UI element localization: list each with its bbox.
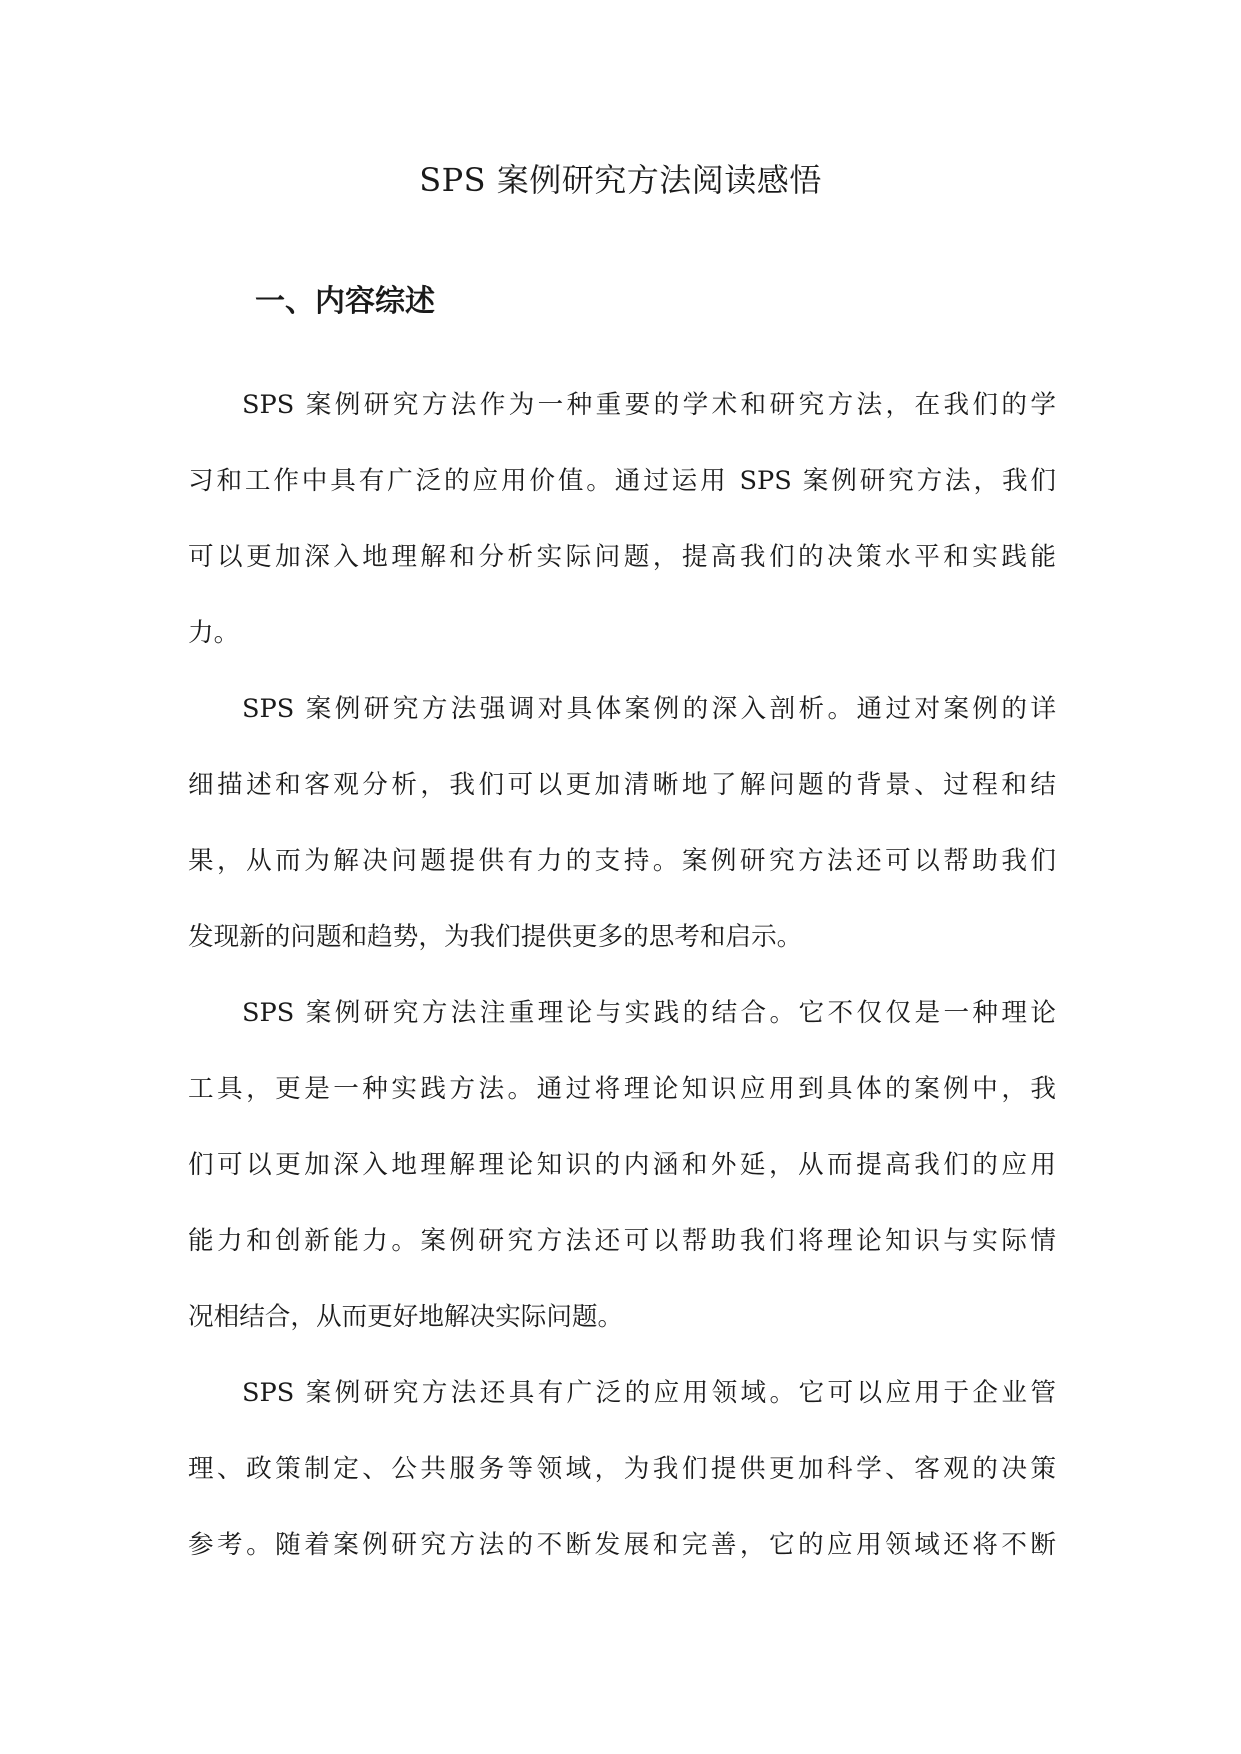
paragraph-line: 果，从而为解决问题提供有力的支持。案例研究方法还可以帮助我们 (188, 846, 1056, 876)
paragraph-line: 细描述和客观分析，我们可以更加清晰地了解问题的背景、过程和结 (188, 770, 1056, 800)
paragraph-line: SPS 案例研究方法强调对具体案例的深入剖析。通过对案例的详 (242, 694, 1056, 724)
paragraph-line: 习和工作中具有广泛的应用价值。通过运用 SPS 案例研究方法，我们 (188, 466, 1056, 496)
paragraph-line: 力。 (188, 618, 240, 648)
paragraph-line: 们可以更加深入地理解理论知识的内涵和外延，从而提高我们的应用 (188, 1150, 1056, 1180)
section-heading: 一、内容综述 (255, 284, 435, 319)
paragraph (188, 1355, 1056, 1583)
document-body (188, 367, 1056, 1583)
paragraph-line: 能力和创新能力。案例研究方法还可以帮助我们将理论知识与实际情 (188, 1226, 1056, 1256)
paragraph-line: 可以更加深入地理解和分析实际问题，提高我们的决策水平和实践能 (188, 542, 1056, 572)
paragraph-line: 况相结合，从而更好地解决实际问题。 (188, 1302, 624, 1332)
paragraph (188, 975, 1056, 1355)
document-title: SPS 案例研究方法阅读感悟 (419, 161, 822, 199)
paragraph (188, 671, 1056, 975)
paragraph-line: 参考。随着案例研究方法的不断发展和完善，它的应用领域还将不断 (188, 1530, 1056, 1560)
paragraph-line: SPS 案例研究方法注重理论与实践的结合。它不仅仅是一种理论 (242, 998, 1056, 1028)
paragraph-line: 发现新的问题和趋势，为我们提供更多的思考和启示。 (188, 922, 803, 952)
paragraph-line: 理、政策制定、公共服务等领域，为我们提供更加科学、客观的决策 (188, 1454, 1056, 1484)
paragraph-line: SPS 案例研究方法还具有广泛的应用领域。它可以应用于企业管 (242, 1378, 1056, 1408)
paragraph-line: 工具，更是一种实践方法。通过将理论知识应用到具体的案例中，我 (188, 1074, 1056, 1104)
paragraph-line: SPS 案例研究方法作为一种重要的学术和研究方法，在我们的学 (242, 390, 1056, 420)
paragraph (188, 367, 1056, 671)
